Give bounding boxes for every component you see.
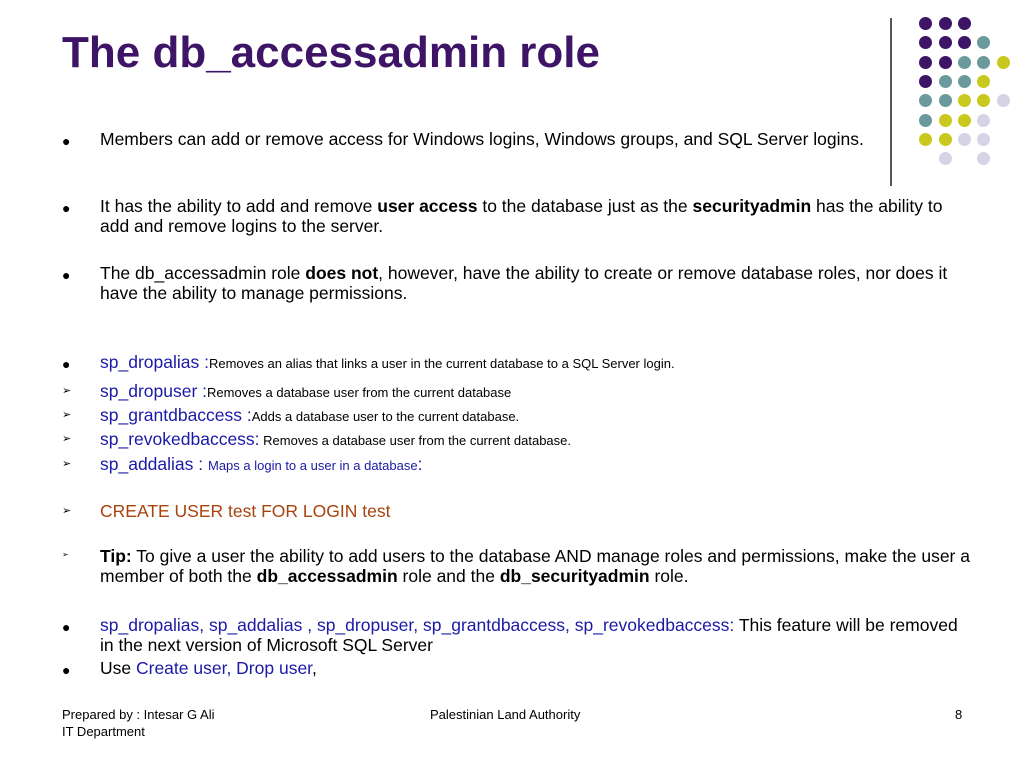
arrow-bullet-icon: ➢	[62, 458, 72, 470]
bullet-icon: ●	[62, 619, 71, 635]
decorative-dot	[939, 17, 952, 30]
bullet-text: The db_accessadmin role	[100, 263, 306, 283]
decorative-dot	[977, 133, 990, 146]
bullet-sp-dropuser	[100, 381, 960, 403]
bullet-text: It has the ability to add and remove	[100, 196, 378, 216]
decorative-dot	[919, 94, 932, 107]
decorative-dot	[997, 56, 1010, 69]
use-comma: ,	[312, 658, 317, 678]
tip-label: Tip:	[100, 546, 132, 566]
bold-securityadmin: securityadmin	[692, 196, 812, 216]
decorative-dot	[939, 114, 952, 127]
decorative-dot	[939, 133, 952, 146]
tip-text: To give a user the ability to add users to the database AND manage roles and permissions, make the user a member of both the	[100, 546, 970, 586]
decorative-dot	[939, 75, 952, 88]
bullet-tip	[100, 546, 980, 586]
decorative-dot	[958, 94, 971, 107]
tip-text: role and the	[397, 566, 500, 586]
bold-db-accessadmin: db_accessadmin	[256, 566, 398, 586]
use-links: Create user, Drop user	[135, 658, 313, 678]
bold-does-not: does not	[305, 263, 379, 283]
procedure-name: sp_dropalias :	[100, 352, 209, 372]
decorative-dot	[958, 133, 971, 146]
bullet-members	[100, 129, 920, 149]
decorative-dot	[919, 36, 932, 49]
bullet-sp-addalias	[100, 454, 960, 476]
bullet-text: has the ability to add and remove logins to the server.	[100, 196, 943, 236]
bold-user-access: user access	[377, 196, 478, 216]
procedure-description: Maps a login to a user in a database	[208, 458, 418, 473]
footer-organization: Palestinian Land Authority	[430, 707, 581, 722]
bullet-create-user	[100, 501, 960, 521]
bullet-icon: ●	[62, 356, 71, 372]
bullet-icon: ●	[62, 662, 71, 678]
tip-text: role.	[649, 566, 689, 586]
bullet-user-access	[100, 196, 960, 236]
procedure-description: Adds a database user to the current database.	[251, 409, 520, 424]
bullet-text: to the database just as the	[477, 196, 693, 216]
procedure-description: Removes a database user from the current database	[207, 385, 512, 400]
decorative-dot	[939, 152, 952, 165]
bullet-icon: ●	[62, 200, 71, 216]
decorative-dot	[919, 75, 932, 88]
decorative-dot	[919, 17, 932, 30]
decorative-dot	[919, 114, 932, 127]
bullet-use	[100, 658, 960, 678]
bullet-sp-revokedbaccess	[100, 429, 960, 451]
decorative-dot	[958, 17, 971, 30]
decorative-dot	[939, 94, 952, 107]
bullet-text: , however, have the ability to create or remove database roles, nor does it have the ability to manage permissions.	[100, 263, 948, 303]
sql-statement: CREATE USER test FOR LOGIN test	[100, 501, 391, 521]
decorative-dot	[977, 75, 990, 88]
bullet-sp-dropalias	[100, 352, 960, 374]
bullet-icon: ●	[62, 133, 71, 149]
slide-title: The db_accessadmin role	[62, 28, 600, 77]
decorative-dot	[958, 114, 971, 127]
procedure-colon: :	[417, 454, 423, 474]
procedure-name: sp_grantdbaccess :	[100, 405, 252, 425]
decorative-dot	[939, 56, 952, 69]
use-label: Use	[100, 658, 136, 678]
footer-page-number: 8	[955, 707, 963, 722]
procedure-name: sp_revokedbaccess:	[100, 429, 260, 449]
deprecated-note: This feature will be removed in the next version of Microsoft SQL Server	[100, 615, 958, 655]
footer-prepared-by: Prepared by : Intesar G Ali	[62, 707, 215, 722]
bold-db-securityadmin: db_securityadmin	[499, 566, 650, 586]
procedure-name: sp_addalias :	[100, 454, 208, 474]
decorative-dot	[958, 56, 971, 69]
decorative-dot	[939, 36, 952, 49]
deprecated-procedure-list: sp_dropalias, sp_addalias , sp_dropuser, sp_grantdbaccess, sp_revokedbaccess:	[100, 615, 735, 635]
bullet-text: Members can add or remove access for Windows logins, Windows groups, and SQL Server logins.	[100, 129, 864, 149]
procedure-description: Removes a database user from the current database.	[259, 433, 571, 448]
arrow-bullet-icon: ➢	[62, 385, 72, 397]
footer-department: IT Department	[62, 724, 145, 739]
bullet-deprecated	[100, 615, 960, 655]
arrow-bullet-icon: ➢	[62, 550, 69, 559]
arrow-bullet-icon: ➢	[62, 409, 72, 421]
decorative-vertical-line	[890, 18, 892, 186]
procedure-description: Removes an alias that links a user in the current database to a SQL Server login.	[208, 356, 675, 371]
bullet-sp-grantdbaccess	[100, 405, 960, 427]
procedure-name: sp_dropuser :	[100, 381, 208, 401]
decorative-dot	[997, 94, 1010, 107]
decorative-dot	[977, 56, 990, 69]
decorative-dot	[958, 75, 971, 88]
bullet-does-not	[100, 263, 960, 303]
footer-left	[62, 706, 214, 740]
arrow-bullet-icon: ➢	[62, 433, 72, 445]
decorative-dot	[977, 36, 990, 49]
decorative-dot	[919, 133, 932, 146]
decorative-dot	[977, 94, 990, 107]
decorative-dot	[977, 114, 990, 127]
decorative-dot	[958, 36, 971, 49]
arrow-bullet-icon: ➢	[62, 505, 72, 517]
decorative-dot	[977, 152, 990, 165]
bullet-icon: ●	[62, 267, 71, 283]
decorative-dot	[919, 56, 932, 69]
